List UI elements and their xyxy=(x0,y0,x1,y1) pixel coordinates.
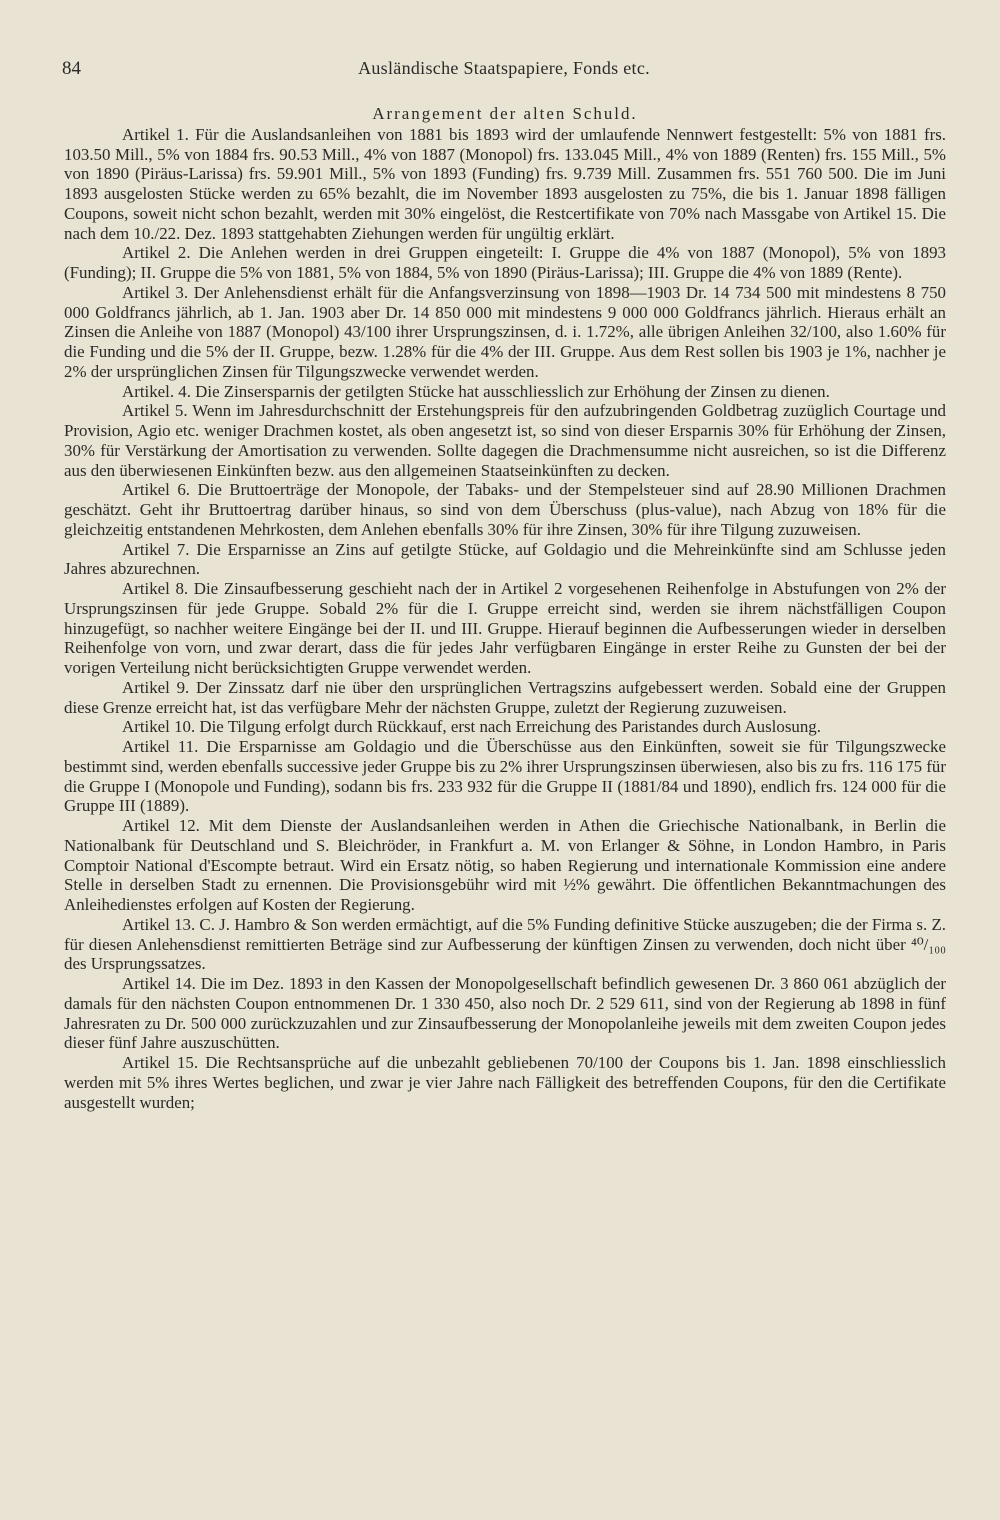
page-number: 84 xyxy=(62,58,81,79)
article-14: Artikel 14. Die im Dez. 1893 in den Kassen der Monopolgesellschaft befindlich gewesenen Dr. 3 860 061 abzüglich der damals für den nächsten Coupon entnommenen Dr. 1 330 450, also noch Dr. 2 529 611, sind von der Regierung ab 1898 in fünf Jahresraten zu Dr. 500 000 zurückzuzahlen und zur Zinsaufbesserung der Monopolanleihe jeweils mit dem zweiten Coupon jedes dieser fünf Jahre auszuschütten. xyxy=(64,974,946,1053)
page-header xyxy=(62,58,946,82)
article-7: Artikel 7. Die Ersparnisse an Zins auf getilgte Stücke, auf Goldagio und die Mehreinkünfte sind am Schlusse jeden Jahres abzurechnen. xyxy=(64,539,946,579)
article-8: Artikel 8. Die Zinsaufbesserung geschieht nach der in Artikel 2 vorgesehenen Reihenfolge in Abstufungen von 2% der Ursprungszinsen für jede Gruppe. Sobald 2% für die I. Gruppe erreicht sind, werden sie ihrem nächstfälligen Coupon hinzugefügt, so nachher weitere Eingänge bei der II. und III. Gruppe. Hierauf beginnen die Aufbesserungen wieder in derselben Reihenfolge von vorn, und zwar derart, dass die für jedes Jahr verfügbaren Eingänge in erster Reihe zu Gunsten der bei der vorigen Verteilung nicht berücksichtigten Gruppe verwendet werden. xyxy=(64,579,946,677)
article-9: Artikel 9. Der Zinssatz darf nie über den ursprünglichen Vertragszins aufgebessert werden. Sobald eine der Gruppen diese Grenze erreicht hat, ist das verfügbare Mehr der nächsten Gruppe, zuletzt der Regierung zuzuweisen. xyxy=(64,677,946,717)
section-title: Arrangement der alten Schuld. xyxy=(372,104,638,123)
article-11: Artikel 11. Die Ersparnisse am Goldagio und die Überschüsse aus den Einkünften, soweit sie für Tilgungszwecke bestimmt sind, werden ebenfalls successive jeder Gruppe bis zu 2% ihrer Ursprungszinsen überwiesen, also bis zu frs. 116 175 für die Gruppe I (Monopole und Funding), sodann bis frs. 233 932 für die Gruppe II (1881/84 und 1890), endlich frs. 124 000 für die Gruppe III (1889). xyxy=(64,737,946,816)
article-2: Artikel 2. Die Anlehen werden in drei Gruppen eingeteilt: I. Gruppe die 4% von 1887 (Monopol), 5% von 1893 (Funding); II. Gruppe die 5% von 1881, 5% von 1884, 5% von 1890 (Piräus-Larissa); III. Gruppe die 4% von 1889 (Rente). xyxy=(64,243,946,282)
page-body xyxy=(64,104,946,1112)
article-1: Artikel 1. Für die Auslandsanleihen von 1881 bis 1893 wird der umlaufende Nennwert festgestellt: 5% von 1881 frs. 103.50 Mill., 5% von 1884 frs. 90.53 Mill., 4% von 1887 (Monopol) frs. 133.045 Mill., 4% von 1889 (Renten) frs. 155 Mill., 5% von 1890 (Piräus-Larissa) frs. 59.901 Mill., 5% von 1893 (Funding) frs. 9.739 Mill. Zusammen frs. 551 760 500. Die im Juni 1893 ausgelosten Stücke werden zu 65% bezahlt, die im November 1893 ausgelosten zu 75%, die bis 1. Januar 1898 fälligen Coupons, soweit nicht schon bezahlt, werden mit 30% eingelöst, die Restcertifikate von 70% nach Massgabe von Artikel 15. Die nach dem 10./22. Dez. 1893 stattgehabten Ziehungen werden für ungültig erklärt. xyxy=(64,124,946,243)
article-15: Artikel 15. Die Rechtsansprüche auf die unbezahlt gebliebenen 70/100 der Coupons bis 1. Jan. 1898 einschliesslich werden mit 5% ihres Wertes beglichen, und zwar je vier Jahre nach Fälligkeit des betreffenden Coupons, für den die Certifikate ausgestellt wurden; xyxy=(64,1053,946,1112)
article-5: Artikel 5. Wenn im Jahresdurchschnitt der Erstehungspreis für den aufzubringenden Goldbetrag zuzüglich Courtage und Provision, Agio etc. weniger Drachmen kostet, als oben angesetzt ist, so sind von dieser Ersparnis 30% für Erhöhung der Zinsen, 30% für Verstärkung der Amortisation zu verwenden. Sollte dagegen die Drachmensumme nicht ausreichen, so ist die Differenz aus den überwiesenen Einkünften bezw. aus den allgemeinen Staatseinkünften zu decken. xyxy=(64,401,946,480)
article-3: Artikel 3. Der Anlehensdienst erhält für die Anfangsverzinsung von 1898—1903 Dr. 14 734 500 mit mindestens 8 750 000 Goldfrancs jährlich, ab 1. Jan. 1903 aber Dr. 14 850 000 mit mindestens 9 000 000 Goldfrancs jährlich. Hieraus erhält an Zinsen die Anleihe von 1887 (Monopol) 43/100 ihrer Ursprungszinsen, d. i. 1.72%, alle übrigen Anleihen 32/100, also 1.60% für die Funding und die 5% der II. Gruppe, bezw. 1.28% für die 4% der III. Gruppe. Aus dem Rest sollen bis 1903 je 1%, nachher je 2% der ursprünglichen Zinsen für Tilgungszwecke verwendet werden. xyxy=(64,282,946,381)
article-4: Artikel. 4. Die Zinsersparnis der getilgten Stücke hat ausschliesslich zur Erhöhung der Zinsen zu dienen. xyxy=(122,381,830,401)
article-10: Artikel 10. Die Tilgung erfolgt durch Rückkauf, erst nach Erreichung des Paristandes durch Auslosung. xyxy=(122,717,821,737)
article-12: Artikel 12. Mit dem Dienste der Auslandsanleihen werden in Athen die Griechische Nationalbank, in Berlin die Nationalbank für Deutschland und S. Bleichröder, in Frankfurt a. M. von Erlanger & Söhne, in London Hambro, in Paris Comptoir National d'Escompte betraut. Wird ein Ersatz nötig, so haben Regierung und internationale Kommission eine andere Stelle in derselben Stadt zu ernennen. Die Provisionsgebühr wird mit ½% gewährt. Die öffentlichen Bekanntmachungen des Anleihedienstes erfolgen auf Kosten der Regierung. xyxy=(64,816,946,914)
article-13: Artikel 13. C. J. Hambro & Son werden ermächtigt, auf die 5% Funding definitive Stücke auszugeben; die der Firma s. Z. für diesen Anlehensdienst remittierten Beträge sind zur Aufbesserung der künftigen Zinsen zu verwenden, doch nicht über ⁴⁰/₁₀₀ des Ursprungssatzes. xyxy=(64,914,946,974)
article-6: Artikel 6. Die Bruttoerträge der Monopole, der Tabaks- und der Stempelsteuer sind auf 28.90 Millionen Drachmen geschätzt. Geht ihr Bruttoertrag darüber hinaus, so sind von dem Überschuss (plus-value), nach Abzug von 18% für die gleichzeitig entstandenen Mehrkosten, dem Anlehen ebenfalls 30% für ihre Zinsen, 30% für ihre Tilgung zuzuweisen. xyxy=(64,480,946,539)
running-title: Ausländische Staatspapiere, Fonds etc. xyxy=(358,58,650,78)
